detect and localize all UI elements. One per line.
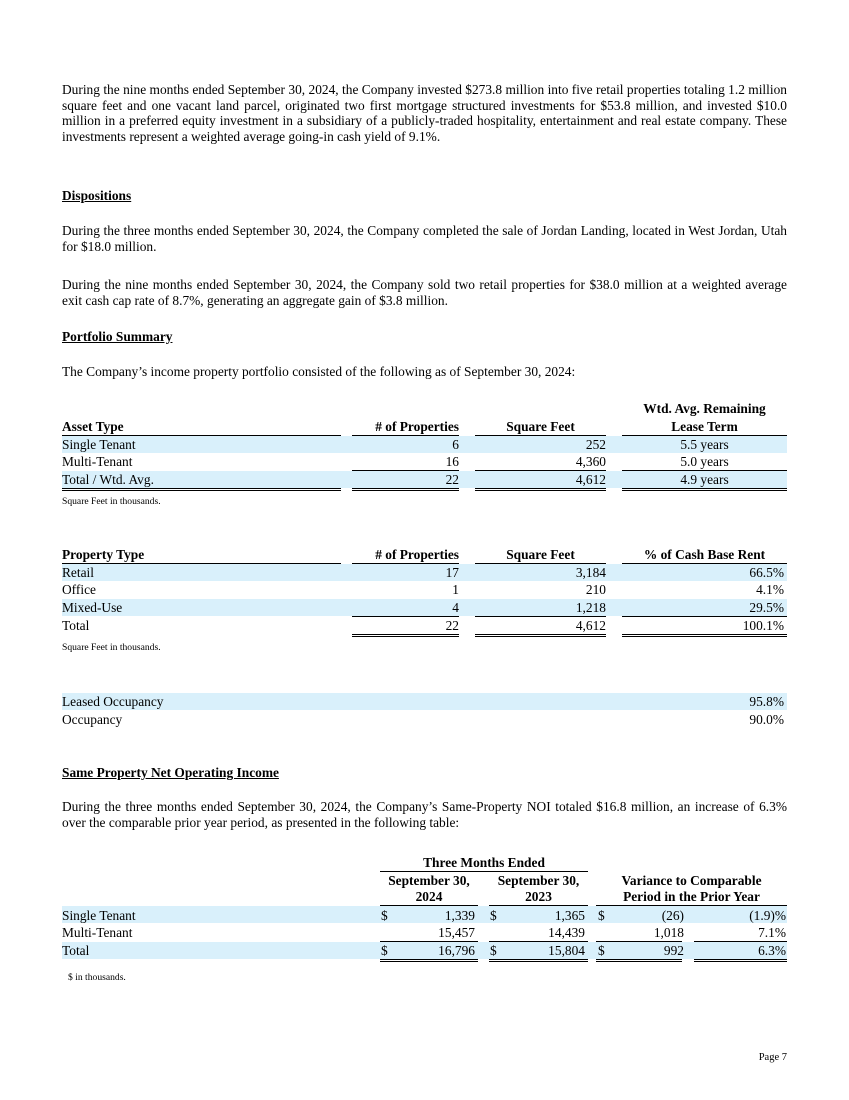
table-row-label: Multi-Tenant	[62, 925, 133, 940]
column-header: % of Cash Base Rent	[643, 547, 766, 562]
table-cell: 252	[585, 437, 606, 452]
dispositions-paragraph-2: During the nine months ended September 30, 2024, the Company sold two retail properties for $38.0 million at a weighted average exit cash cap rate of 8.7%, generating an aggregate gain of $3.8 million.	[62, 277, 787, 308]
column-header: # of Properties	[375, 419, 459, 434]
column-header: Square Feet	[506, 547, 575, 562]
column-header: Lease Term	[671, 419, 738, 434]
table-row-label: Mixed-Use	[62, 600, 123, 615]
column-header: September 30,	[388, 873, 470, 888]
table-cell: 4	[452, 600, 459, 615]
table-footnote: Square Feet in thousands.	[62, 642, 161, 653]
table-cell: 1,218	[575, 600, 606, 615]
table-footnote: $ in thousands.	[68, 972, 126, 983]
table-cell: 6	[452, 437, 459, 452]
table-cell: 210	[585, 582, 606, 597]
table-cell: 7.1%	[758, 925, 786, 940]
currency-symbol: $	[490, 943, 497, 958]
dispositions-paragraph-1: During the three months ended September 30, 2024, the Company completed the sale of Jordan Landing, located in West Jordan, Utah for $18.0 million.	[62, 223, 787, 254]
table-cell: (1.9)%	[749, 908, 786, 923]
table-cell: 1,018	[653, 925, 684, 940]
table-row-label: Multi-Tenant	[62, 454, 133, 469]
table-cell: 1,339	[444, 908, 475, 923]
column-header: 2024	[415, 889, 443, 904]
table-cell: 4,612	[575, 618, 606, 633]
leased-occupancy-label: Leased Occupancy	[62, 694, 164, 709]
table-cell: 17	[445, 565, 459, 580]
table-row-label: Total	[62, 943, 90, 958]
column-header: Square Feet	[506, 419, 575, 434]
group-header: Three Months Ended	[423, 855, 545, 870]
table-cell: 22	[445, 618, 459, 633]
table-cell: (26)	[661, 908, 684, 923]
portfolio-intro: The Company’s income property portfolio consisted of the following as of September 30, 2024:	[62, 364, 576, 379]
table-cell: 100.1%	[742, 618, 784, 633]
table-row-label: Total / Wtd. Avg.	[62, 472, 154, 487]
page-number: Page 7	[758, 1052, 787, 1063]
same-property-noi-heading: Same Property Net Operating Income	[62, 765, 279, 780]
same-property-intro: During the three months ended September 30, 2024, the Company’s Same-Property NOI totaled $16.8 million, an increase of 6.3% over the comparable prior year period, as presented in the following table:	[62, 799, 787, 830]
table-cell: 14,439	[548, 925, 585, 940]
table-cell: 1	[452, 582, 459, 597]
table-cell: 66.5%	[749, 565, 784, 580]
currency-symbol: $	[490, 908, 497, 923]
currency-symbol: $	[381, 908, 388, 923]
table-cell: 992	[663, 943, 684, 958]
table-row-label: Single Tenant	[62, 908, 136, 923]
column-header: Property Type	[62, 547, 145, 562]
table-cell: 29.5%	[749, 600, 784, 615]
occupancy-value: 90.0%	[749, 712, 784, 727]
dispositions-heading: Dispositions	[62, 188, 132, 203]
table-cell: 1,365	[554, 908, 585, 923]
table-cell: 15,804	[548, 943, 585, 958]
table-row-label: Retail	[62, 565, 94, 580]
column-header: # of Properties	[375, 547, 459, 562]
table-cell: 3,184	[575, 565, 606, 580]
table-cell: 22	[445, 472, 459, 487]
column-header: September 30,	[497, 873, 580, 888]
table-cell: 15,457	[438, 925, 475, 940]
column-header: Asset Type	[62, 419, 124, 434]
column-header: 2023	[525, 889, 552, 904]
table-cell: 4.1%	[756, 582, 784, 597]
table-cell: 16	[445, 454, 459, 469]
column-header: Period in the Prior Year	[623, 889, 760, 904]
table-row-label: Total	[62, 618, 90, 633]
occupancy-label: Occupancy	[62, 712, 123, 727]
table-cell: 4,360	[575, 454, 606, 469]
table-cell: 5.0 years	[680, 454, 729, 469]
leased-occupancy-value: 95.8%	[749, 694, 784, 709]
table-cell: 5.5 years	[680, 437, 729, 452]
table-row-label: Single Tenant	[62, 437, 136, 452]
currency-symbol: $	[381, 943, 388, 958]
table-row-label: Office	[62, 582, 96, 597]
table-footnote: Square Feet in thousands.	[62, 496, 161, 507]
currency-symbol: $	[598, 908, 605, 923]
table-cell: 6.3%	[758, 943, 786, 958]
table-cell: 4.9 years	[680, 472, 729, 487]
column-header: Wtd. Avg. Remaining	[643, 401, 766, 416]
table-cell: 16,796	[438, 943, 475, 958]
table-cell: 4,612	[575, 472, 606, 487]
currency-symbol: $	[598, 943, 605, 958]
investments-paragraph: During the nine months ended September 30, 2024, the Company invested $273.8 million into five retail properties totaling 1.2 million square feet and one vacant land parcel, originated two first mortgage structured investments for $53.8 million, and invested $10.0 million in a preferred equity investment in a subsidiary of a publicly-traded hospitality, entertainment and real estate company. These investments represent a weighted average going-in cash yield of 9.1%.	[62, 82, 787, 144]
portfolio-summary-heading: Portfolio Summary	[62, 329, 173, 344]
column-header: Variance to Comparable	[621, 873, 762, 888]
